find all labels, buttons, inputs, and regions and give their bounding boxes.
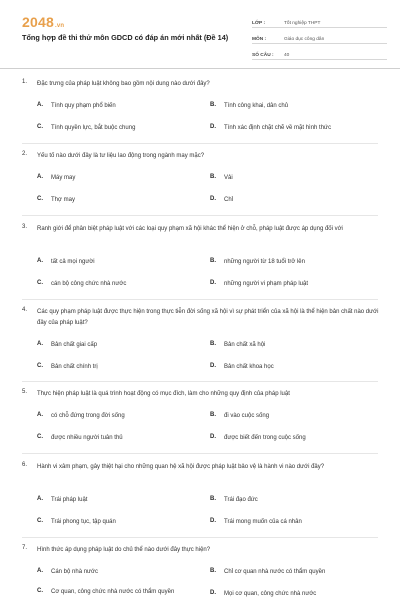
option-letter: B. (210, 496, 216, 502)
option-letter: C. (37, 280, 43, 286)
option-letter: B. (210, 174, 216, 180)
question-number: 1. (22, 79, 28, 85)
question-text: Ranh giới để phân biệt pháp luật với các loại quy phạm xã hội khác thể hiện ở chỗ, pháp luật được áp dụng đối với (37, 226, 343, 232)
option-letter: C. (37, 588, 43, 594)
option-letter: C. (37, 434, 43, 440)
divider (22, 381, 378, 382)
exam-header (0, 0, 400, 69)
meta-key: LỚP : (252, 21, 266, 26)
option-b[interactable] (210, 568, 374, 577)
logo-text: 2048 (22, 14, 54, 30)
option-b[interactable] (210, 412, 374, 421)
option-text: Trái đạo đức (224, 497, 258, 503)
option-a[interactable] (37, 102, 201, 111)
option-text: Máy may (51, 175, 76, 181)
option-letter: C. (37, 518, 43, 524)
option-d[interactable] (210, 124, 394, 133)
meta-key: MÔN : (252, 37, 267, 42)
option-c[interactable] (37, 518, 201, 527)
option-letter: B. (210, 568, 216, 574)
option-a[interactable] (37, 258, 201, 267)
option-text: Chỉ (224, 197, 234, 203)
meta-key: SỐ CÂU : (252, 53, 274, 58)
question-text: Đặc trưng của pháp luật không bao gồm nội dung nào dưới đây? (37, 81, 210, 87)
option-text: Tính quy phạm phổ biến (51, 103, 116, 109)
option-letter: D. (210, 196, 216, 202)
option-letter: D. (210, 363, 216, 369)
option-letter: D. (210, 280, 216, 286)
question-text: Yếu tố nào dưới đây là tư liệu lao động trong ngành may mặc? (37, 153, 205, 159)
meta-value: Tốt nghiệp THPT (284, 21, 321, 26)
option-text: tất cả mọi người (51, 259, 95, 265)
option-b[interactable] (210, 496, 374, 505)
option-d[interactable] (210, 280, 374, 289)
divider (22, 143, 378, 144)
option-text: Cơ quan, công chức nhà nước có thẩm quyền (51, 589, 175, 595)
option-text: đi vào cuộc sống (224, 413, 270, 419)
option-letter: C. (37, 124, 43, 130)
option-text: Bản chất chính trị (51, 364, 98, 370)
option-text: Trái mong muốn của cá nhân (224, 519, 302, 525)
divider (22, 537, 378, 538)
option-text: Tính công khai, dân chủ (224, 103, 289, 109)
option-text: Chỉ cơ quan nhà nước có thẩm quyền (224, 569, 326, 575)
question-number: 5. (22, 389, 28, 395)
option-text: Tính quyền lực, bắt buộc chung (51, 125, 136, 131)
divider (22, 215, 378, 216)
option-c[interactable] (37, 434, 201, 443)
meta-row-subject (252, 30, 387, 44)
option-a[interactable] (37, 174, 201, 183)
option-text: Cán bộ nhà nước (51, 569, 98, 575)
option-a[interactable] (37, 568, 201, 577)
question-text: Thực hiện pháp luật là quá trình hoạt động có mục đích, làm cho những quy định của pháp luật (37, 391, 290, 397)
option-letter: B. (210, 412, 216, 418)
question-number: 3. (22, 224, 28, 230)
option-b[interactable] (210, 258, 374, 267)
meta-value: Giáo dục công dân (284, 37, 325, 42)
option-d[interactable] (210, 590, 374, 599)
exam-meta (252, 14, 387, 62)
option-letter: A. (37, 496, 43, 502)
option-c[interactable] (37, 363, 201, 372)
option-letter: B. (210, 258, 216, 264)
question-number: 4. (22, 307, 28, 313)
option-text: những người vi phạm pháp luật (224, 281, 309, 287)
option-a[interactable] (37, 412, 201, 421)
option-text: cán bộ công chức nhà nước (51, 281, 127, 287)
option-text: Thợ may (51, 197, 75, 203)
option-letter: A. (37, 568, 43, 574)
meta-value: 40 (284, 53, 290, 58)
exam-title: Tổng hợp đề thi thử môn GDCD có đáp án mới nhất (Đề 14) (22, 33, 229, 42)
option-letter: D. (210, 590, 216, 596)
question-number: 7. (22, 545, 28, 551)
option-text: Mọi cơ quan, công chức nhà nước (224, 591, 317, 597)
option-d[interactable] (210, 518, 374, 527)
option-text: Trái pháp luật (51, 497, 88, 503)
option-letter: A. (37, 412, 43, 418)
option-b[interactable] (210, 102, 374, 111)
divider (22, 299, 378, 300)
meta-row-count (252, 46, 387, 60)
meta-row-class (252, 14, 387, 28)
option-b[interactable] (210, 174, 374, 183)
question-number: 2. (22, 151, 28, 157)
option-text: Vải (224, 175, 233, 181)
option-letter: C. (37, 196, 43, 202)
option-c[interactable] (37, 124, 201, 133)
site-logo[interactable] (22, 14, 64, 30)
option-b[interactable] (210, 341, 374, 350)
option-a[interactable] (37, 496, 201, 505)
option-text: những người từ 18 tuổi trở lên (224, 259, 305, 265)
logo-suffix: .vn (54, 23, 65, 29)
option-text: có chỗ đứng trong đời sống (51, 413, 125, 419)
option-text: Bản chất xã hội (224, 342, 266, 348)
option-text: Bản chất khoa học (224, 364, 274, 370)
option-d[interactable] (210, 434, 374, 443)
option-letter: A. (37, 102, 43, 108)
option-letter: D. (210, 434, 216, 440)
question-text: Các quy phạm pháp luật được thực hiện trong thực tiễn đời sống xã hội vì sự phát triển của xã hội là thể hiện bản chất nào dưới đây của pháp luật? (37, 309, 379, 326)
option-letter: B. (210, 341, 216, 347)
option-letter: A. (37, 174, 43, 180)
question-text: Hành vi xâm phạm, gây thiệt hại cho những quan hệ xã hội được pháp luật bảo vệ là hành vi nào dưới đây? (37, 464, 325, 470)
option-c[interactable] (37, 588, 201, 597)
option-a[interactable] (37, 341, 201, 350)
option-text: Bản chất giai cấp (51, 342, 98, 348)
question-text: Hình thức áp dụng pháp luật do chủ thể nào dưới đây thực hiện? (37, 547, 211, 553)
option-letter: C. (37, 363, 43, 369)
option-d[interactable] (210, 363, 374, 372)
option-text: được biết đến trong cuộc sống (224, 435, 306, 441)
divider (22, 453, 378, 454)
option-text: được nhiều người tuân thủ (51, 435, 123, 441)
option-letter: A. (37, 341, 43, 347)
option-d[interactable] (210, 196, 374, 205)
option-c[interactable] (37, 280, 201, 289)
option-text: Tính xác định chặt chẽ về mặt hình thức (224, 125, 332, 131)
option-letter: D. (210, 518, 216, 524)
option-c[interactable] (37, 196, 201, 205)
option-letter: D. (210, 124, 216, 130)
option-letter: B. (210, 102, 216, 108)
option-text: Trái phong tục, tập quán (51, 519, 116, 525)
question-number: 6. (22, 462, 28, 468)
option-letter: A. (37, 258, 43, 264)
